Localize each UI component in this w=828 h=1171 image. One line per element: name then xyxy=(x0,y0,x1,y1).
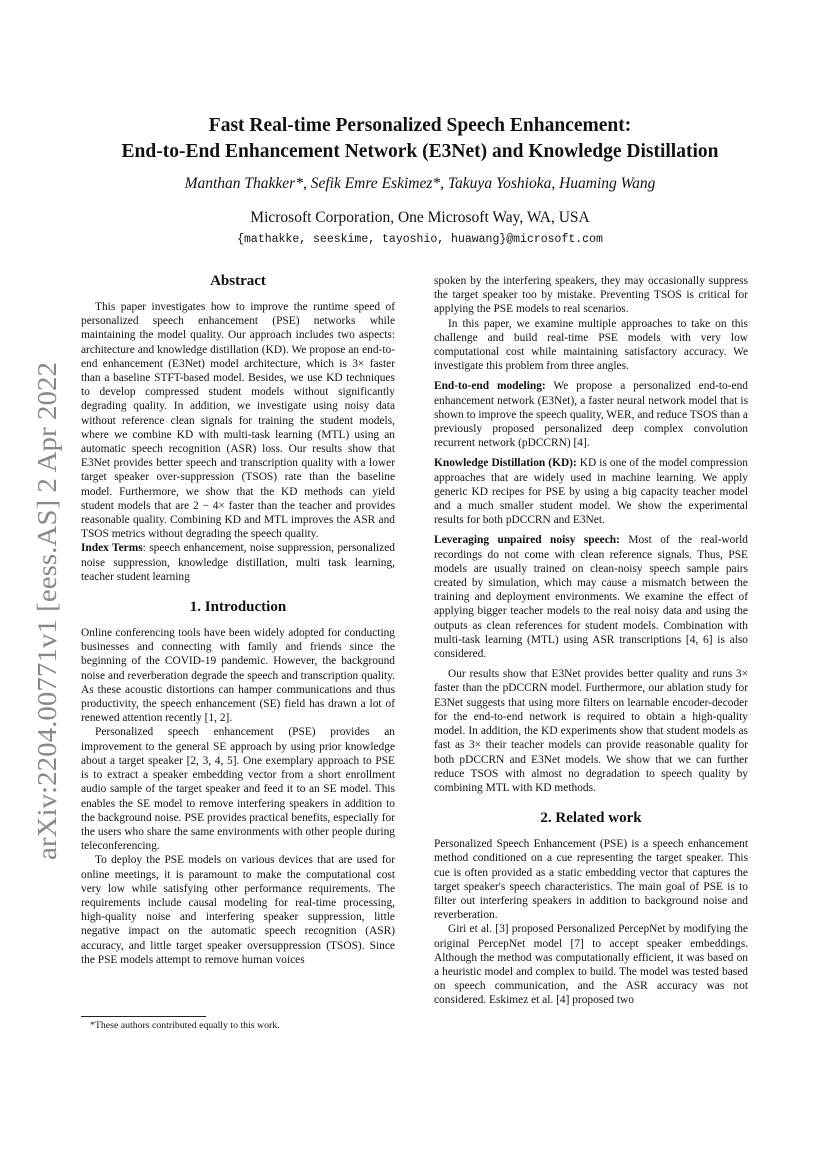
right-paragraph-0: spoken by the interfering speakers, they may occasionally suppress the target speaker too by mistake. Preventing TSOS is critical for applying the PSE models to real scenarios. xyxy=(434,275,748,316)
intro-paragraph-3: To deploy the PSE models on various devices that are used for online meetings, it is paramount to make the computational cost very low while satisfying other performance requirements. The requirements include causal modeling for real-time processing, high-quality noise and interfering speaker suppression, little negative impact on the automatic speech recognition (ASR) accuracy, and little target speaker oversuppression (TSOS). Since the PSE models attempt to remove human voices xyxy=(81,854,395,966)
e2e-paragraph xyxy=(434,379,748,450)
abstract-heading: Abstract xyxy=(210,273,266,289)
authors: Manthan Thakker*, Sefik Emre Eskimez*, Takuya Yoshioka, Huaming Wang xyxy=(184,175,656,192)
kd-paragraph xyxy=(434,456,748,527)
kd-text: KD is one of the model compression approaches that are widely used in machine learning. We apply generic KD recipes for PSE by using a big capacity teacher model and a much smaller student model. We show the experimental results for both pDCCRN and E3Net. xyxy=(434,457,748,527)
left-column xyxy=(81,272,395,967)
arxiv-id: arXiv:2204.00771v1 [eess.AS] 2 Apr 2022 xyxy=(32,396,62,860)
noisy-text: Most of the real-world recordings do not come with clean reference signals. Thus, PSE models are usually trained on clean-noisy speech sample pairs created by simulation, which may cause a mismatch between the training and deployment environments. We examine the effect of applying bigger teacher models to the real noisy data and using the outputs as clean references for student models. Combination with multi-task learning (MTL) using ASR transcriptions [4, 6] is also considered. xyxy=(434,534,748,661)
abstract-text: This paper investigates how to improve the runtime speed of personalized speech enhancement (PSE) networks while maintaining the model quality. Our approach includes two aspects: architecture and knowledge distillation (KD). We propose an end-to-end enhancement (E3Net) model architecture, which is 3× faster than a baseline STFT-based model. Besides, we use KD techniques to develop compressed student models without significantly degrading quality. In addition, we investigate using noisy data without reference clean signals for training the student models, where we combine KD with multi-task learning (MTL) using an automatic speech recognition (ASR) loss. Our results show that E3Net provides better speech and transcription quality with a lower target speaker over-suppression (TSOS) rate than the baseline model. Furthermore, we show that the KD methods can yield student models that are 2 − 4× faster than the teacher and provides reasonable quality. Combining KD and MTL improves the ASR and TSOS metrics without degrading the speech quality. xyxy=(81,301,395,541)
arxiv-stamp xyxy=(18,360,66,860)
kd-label: Knowledge Distillation (KD): xyxy=(434,457,577,470)
paper-title xyxy=(90,113,750,165)
title-line-2: End-to-End Enhancement Network (E3Net) and Knowledge Distillation xyxy=(121,141,719,162)
noisy-paragraph xyxy=(434,533,748,661)
footnote: *These authors contributed equally to this work. xyxy=(90,1020,280,1031)
index-terms-text: : speech enhancement, noise suppression, personalized noise suppression, knowledge distillation, multi task learning, teacher student learning xyxy=(81,542,395,583)
title-line-1: Fast Real-time Personalized Speech Enhancement: xyxy=(208,115,632,136)
related-paragraph-1: Personalized Speech Enhancement (PSE) is a speech enhancement method conditioned on a cue representing the target speaker. This cue is often provided as a static embedding vector that captures the target speaker's speech characteristics. The main goal of PSE is to filter out interfering speakers in addition to background noise and reverberation. xyxy=(434,838,748,922)
e2e-label: End-to-end modeling: xyxy=(434,380,546,393)
related-heading: 2. Related work xyxy=(540,810,642,827)
intro-paragraph-1: Online conferencing tools have been widely adopted for conducting businesses and connecting with family and friends since the beginning of the COVID-19 pandemic. However, the background noise and reverberation degrade the speech and transcription quality. As these acoustic distortions can hamper communications and thus productivity, the speech enhancement (SE) field has drawn a lot of renewed attention recently [1, 2]. xyxy=(81,627,395,725)
right-column xyxy=(434,274,748,1008)
e2e-text: We propose a personalized end-to-end enhancement network (E3Net), a faster neural network model that is shown to improve the speech quality, WER, and reduce TSOS than a previously proposed personalized deep complex convolution recurrent network (pDCCRN) [4]. xyxy=(434,380,748,450)
intro-paragraph-2: Personalized speech enhancement (PSE) provides an improvement to the general SE approach by using prior knowledge about a target speaker [2, 3, 4, 5]. One exemplary approach to PSE is to extract a speaker embedding vector from a short enrollment audio sample of the target speaker and feed it to an SE model. This enables the SE model to remove interfering speakers in addition to the background noise. PSE provides practical benefits, especially for the users who share the same environments with other people during teleconferencing. xyxy=(81,726,395,853)
index-terms-label: Index Terms xyxy=(81,542,143,555)
index-terms xyxy=(81,541,395,584)
email: {mathakke, seeskime, tayoshio, huawang}@microsoft.com xyxy=(237,233,603,246)
results-paragraph: Our results show that E3Net provides better quality and runs 3× faster than the pDCCRN model. Furthermore, our ablation study for E3Net suggests that using more filters on learnable encoder-decoder for the end-to-end network is required to obtain a high-quality model. In addition, the KD experiments show that student models as fast as 3× their teacher models can provide reasonable quality for both pDCCRN and E3Net models. We show that we can further reduce TSOS with almost no degradation to speech quality by combining MTL with KD methods. xyxy=(434,668,748,794)
affiliation: Microsoft Corporation, One Microsoft Way, WA, USA xyxy=(250,209,590,226)
intro-heading: 1. Introduction xyxy=(189,599,287,616)
related-paragraph-2: Giri et al. [3] proposed Personalized PercepNet by modifying the original PercepNet model [7] to accept speaker embeddings. Although the method was computationally efficient, it was based on a heuristic model and complex to build. The model was tested based on speech communication, and the ASR accuracy was not considered. Eskimez et al. [4] proposed two xyxy=(434,923,748,1007)
right-paragraph-1: In this paper, we examine multiple approaches to take on this challenge and build real-time PSE models with very low computational cost while maintaining satisfactory accuracy. We investigate this problem from three angles. xyxy=(434,317,748,373)
noisy-label: Leveraging unpaired noisy speech: xyxy=(434,534,620,547)
footnote-rule xyxy=(81,1016,206,1017)
